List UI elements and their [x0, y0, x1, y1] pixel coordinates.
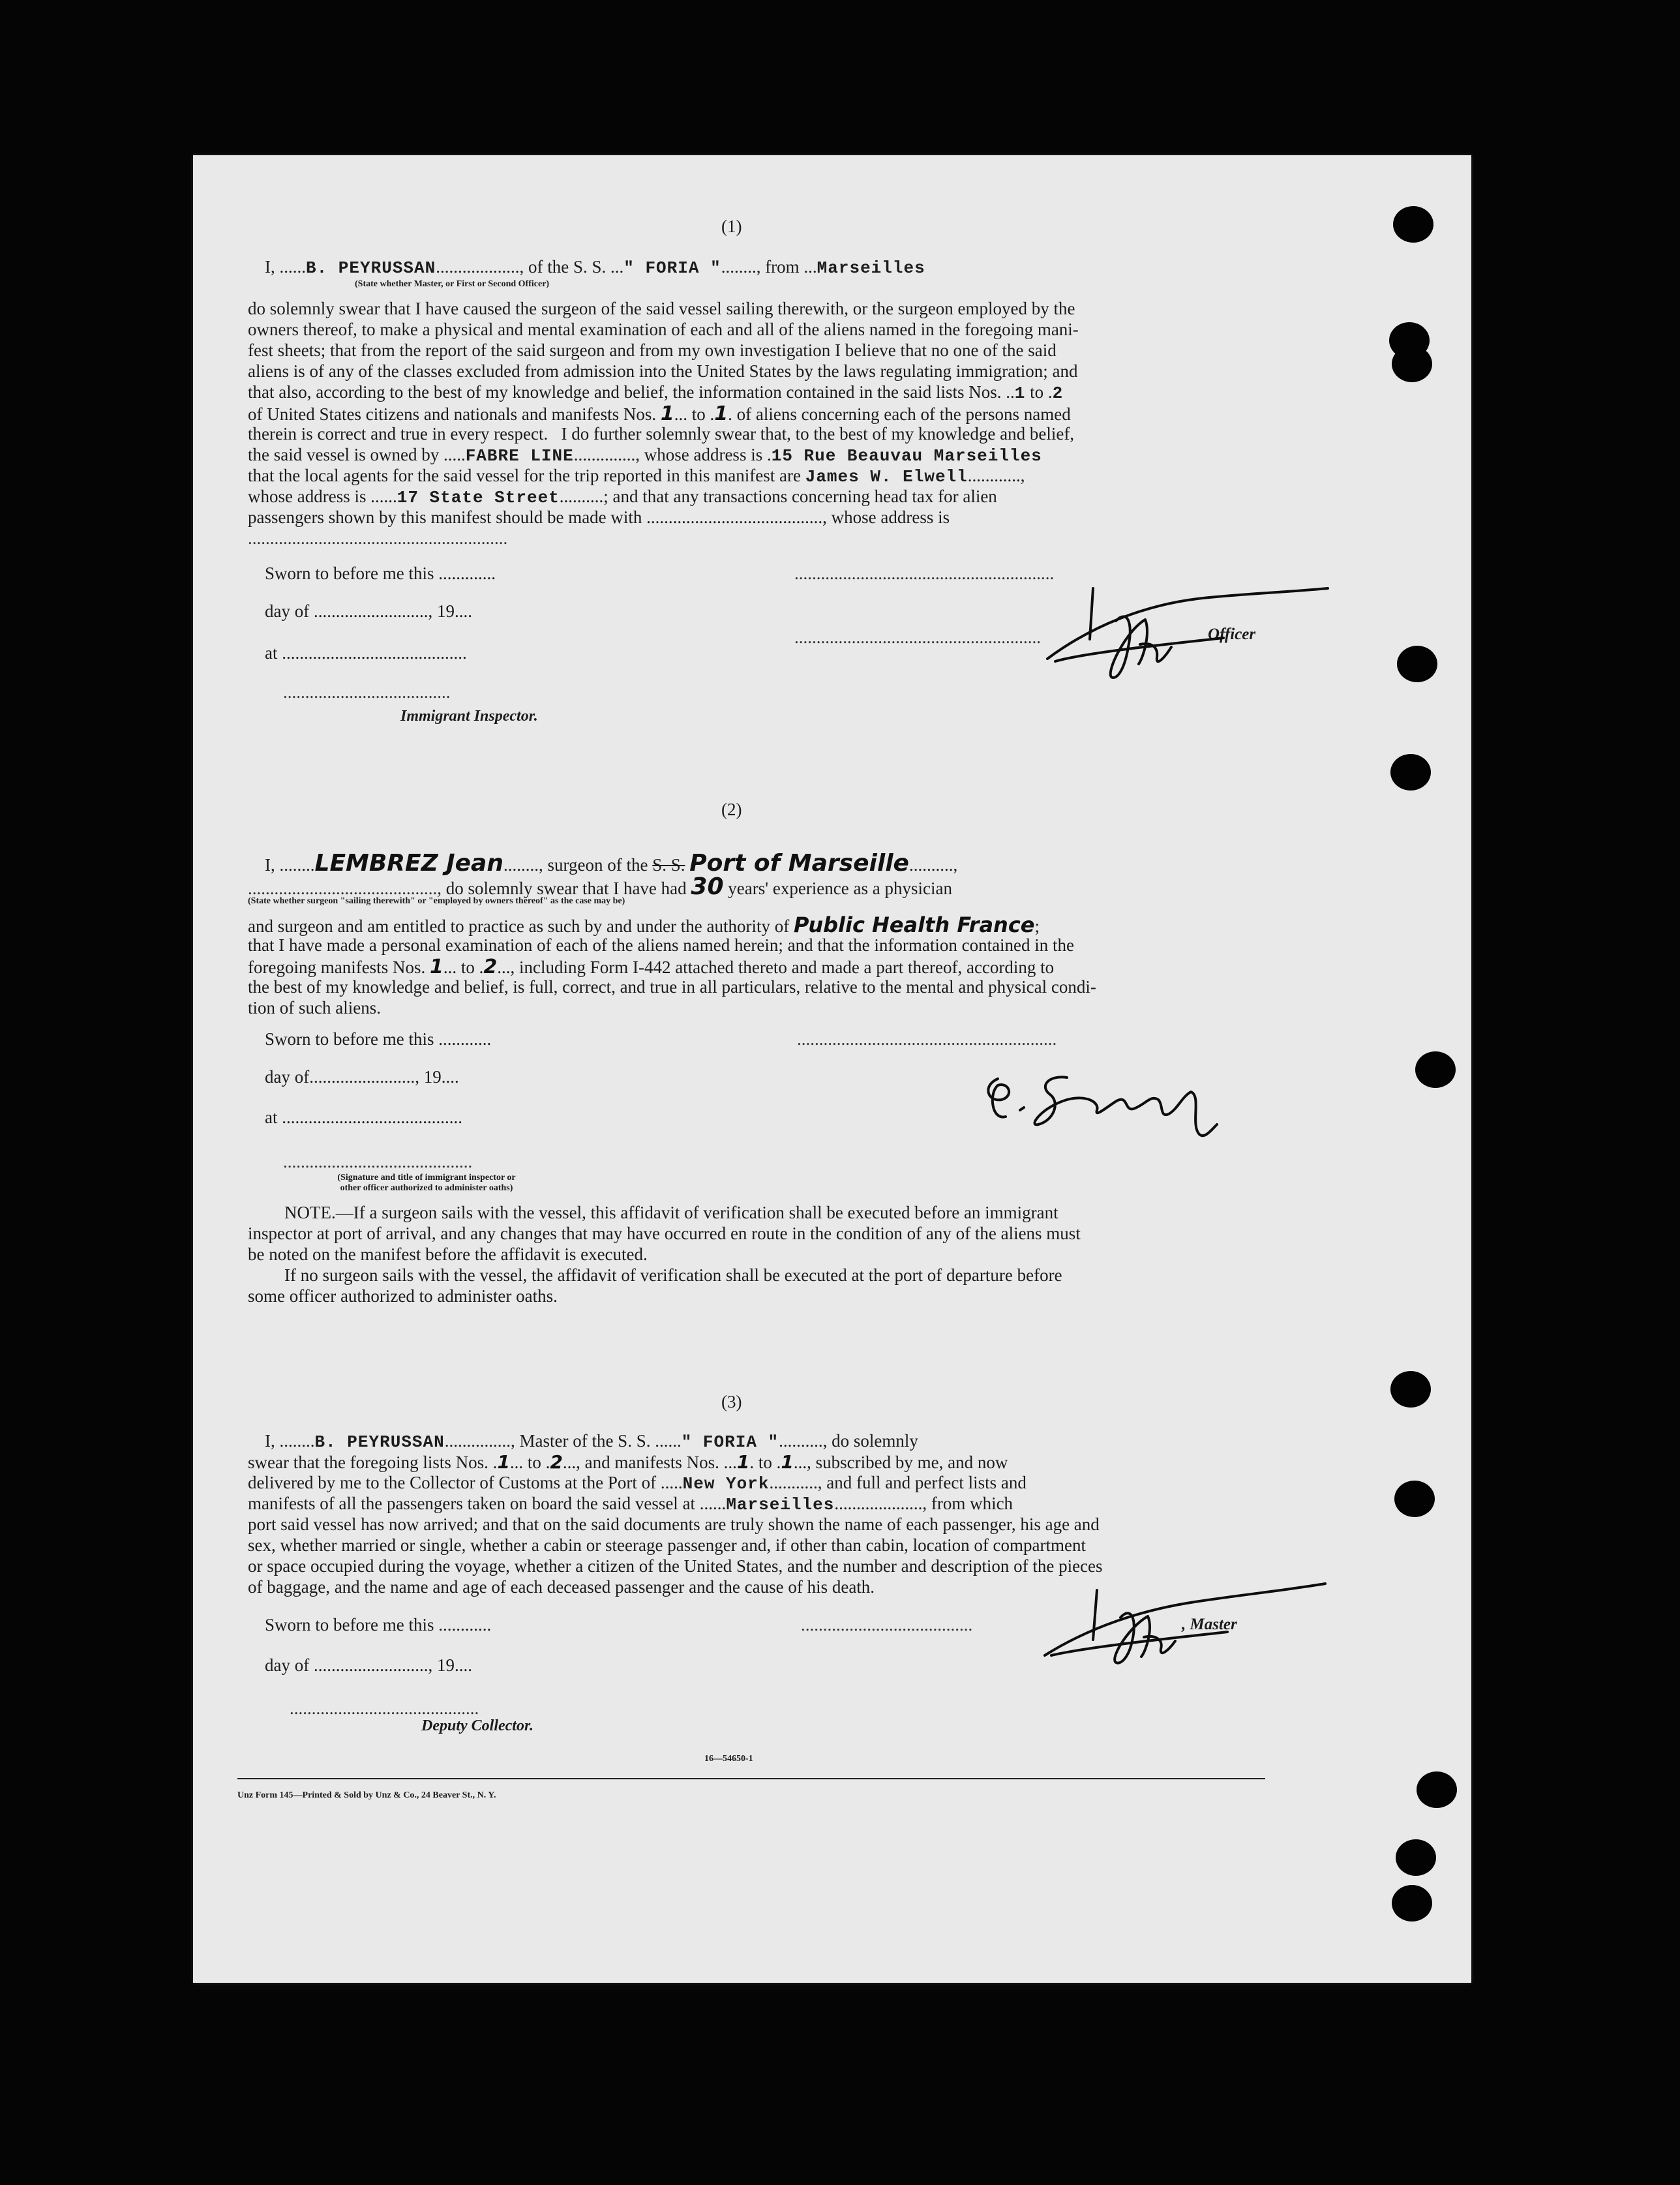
section-3-master-name: B. PEYRUSSAN — [314, 1432, 445, 1452]
section-3-signature-dots: ....................................... — [801, 1615, 973, 1635]
surgeon-signature — [969, 1062, 1256, 1153]
section-3-line-6: sex, whether married or single, whether a cabin or steerage passenger and, if other than cabin, location of compartment — [248, 1535, 1087, 1555]
section-3-line-5: port said vessel has now arrived; and that on the said documents are truly shown the name of each passenger, his age and — [248, 1514, 1100, 1534]
section-3-manifests-from: 1 — [736, 1451, 750, 1473]
section-1-text-5: fest sheets; that from the report of the said surgeon and from my own investigation I believe that no one of the said — [248, 340, 1057, 360]
authority: Public Health France — [794, 912, 1035, 937]
section-2-sign-dots: ........................................... — [283, 1152, 473, 1171]
binder-hole — [1393, 206, 1433, 243]
note-line-3: be noted on the manifest before the affidavit is executed. — [248, 1244, 648, 1264]
section-3-line-2: swear that the foregoing lists Nos. .1... to .2..., and manifests Nos. ...1. to .1..., subscribed by me, and now — [248, 1451, 1008, 1473]
section-3-line-1: I, ........B. PEYRUSSAN..............., Master of the S. S. ......" FORIA ".........., do solemnly — [265, 1431, 918, 1452]
departure-port: Marseilles — [726, 1495, 835, 1514]
section-1-text-11: that the local agents for the said vessel for the trip reported in this manifest are James W. Elwell............, — [248, 466, 1025, 487]
section-2-day: day of........................, 19.... — [265, 1067, 459, 1087]
section-1-heading: (1) — [721, 217, 742, 236]
section-1-text-13: passengers shown by this manifest should be made with ........................................, whose address is — [248, 507, 950, 527]
deputy-collector-label: Deputy Collector. — [421, 1717, 533, 1734]
owner-address: 15 Rue Beauvau Marseilles — [771, 446, 1042, 466]
section-1-text-4: owners thereof, to make a physical and mental examination of each and all of the aliens named in the foregoing mani- — [248, 320, 1079, 339]
binder-hole — [1392, 1885, 1432, 1921]
ship-name: " FORIA " — [623, 258, 721, 278]
section-3-line-8: of baggage, and the name and age of each deceased passenger and the cause of his death. — [248, 1577, 875, 1597]
note-line-2: inspector at port of arrival, and any changes that may have occurred en route in the condition of any of the aliens must — [248, 1224, 1081, 1243]
section-3-heading: (3) — [721, 1392, 742, 1411]
section-3-line-3: delivered by me to the Collector of Customs at the Port of .....New York..........., and full and perfect lists and — [248, 1473, 1027, 1494]
port-of-departure: Marseilles — [817, 258, 925, 278]
years-experience: 30 — [691, 873, 724, 900]
section-1-line-1: I, ......B. PEYRUSSAN..................., of the S. S. ..." FORIA "........, from ...Marseilles — [265, 257, 925, 278]
section-3-day: day of .........................., 19.... — [265, 1655, 472, 1675]
officer-label: Officer — [1208, 625, 1256, 643]
section-1-day: day of .........................., 19.... — [265, 601, 472, 621]
lists-to: 2 — [1052, 384, 1064, 403]
binder-hole — [1396, 1839, 1436, 1876]
note-line-1: NOTE.—If a surgeon sails with the vessel, this affidavit of verification shall be executed before an immigrant — [284, 1203, 1058, 1222]
owner-name: FABRE LINE — [465, 446, 574, 466]
section-3-lists-from: 1 — [497, 1451, 510, 1473]
local-agent: James W. Elwell — [805, 467, 968, 487]
note-line-4: If no surgeon sails with the vessel, the affidavit of verification shall be executed at the port of departure before — [284, 1265, 1062, 1285]
sign-caption-2: other officer authorized to administer oaths) — [340, 1183, 513, 1193]
manifests-to: 1 — [714, 402, 728, 425]
surgeon-name: LEMBREZ Jean — [314, 850, 503, 877]
section-1-text-7: that also, according to the best of my knowledge and belief, the information contained in the said lists Nos. ..1 to .2 — [248, 382, 1064, 403]
section-1-signature-dots-2: ........................................................ — [794, 627, 1041, 647]
arrival-port: New York — [682, 1474, 770, 1494]
section-3-collector-dots: ........................................... — [290, 1698, 479, 1718]
section-3-manifests-to: 1 — [781, 1451, 794, 1473]
section-2-line-6: the best of my knowledge and belief, is full, correct, and true in all particulars, relative to the mental and physical condi- — [248, 977, 1096, 997]
section-2-sworn: Sworn to before me this ............ — [265, 1029, 492, 1049]
manifest-page — [193, 155, 1471, 1983]
section-2-at: at ......................................... — [265, 1108, 462, 1127]
section-1-text-10: the said vessel is owned by .....FABRE LINE.............., whose address is .15 Rue Beauvau Marseilles — [248, 445, 1042, 466]
section-1-text-3: do solemnly swear that I have caused the surgeon of the said vessel sailing therewith, or the surgeon employed by the — [248, 299, 1075, 318]
binder-hole — [1415, 1051, 1456, 1088]
manifests-from: 1 — [660, 402, 674, 425]
section-1-text-12: whose address is ......17 State Street..........; and that any transactions concerning head tax for alien — [248, 487, 997, 507]
struck-ship-text: S. S. — [652, 855, 685, 875]
section-2-line-3: and surgeon and am entitled to practice as such by and under the authority of Public Health France; — [248, 912, 1040, 937]
section-1-inspector-dots: ...................................... — [283, 682, 451, 702]
note-line-5: some officer authorized to administer oaths. — [248, 1286, 558, 1306]
section-2-line-1: I, ........LEMBREZ Jean........, surgeon of the S. S. Port of Marseille.........., — [265, 850, 958, 877]
section-2-line-5: foregoing manifests Nos. 1... to .2..., including Form I-442 attached thereto and made a part thereof, according to — [248, 956, 1055, 978]
surgeon-caption: (State whether surgeon "sailing therewith" or "employed by owners thereof" as the case may be) — [248, 896, 625, 906]
binder-hole — [1390, 754, 1431, 791]
section-2-manifests-to: 2 — [483, 956, 498, 978]
section-2-manifests-from: 1 — [429, 956, 443, 978]
section-3-ship-name: " FORIA " — [681, 1432, 779, 1452]
binder-hole — [1394, 1481, 1435, 1517]
binder-hole — [1397, 646, 1437, 682]
section-3-lists-to: 2 — [550, 1451, 563, 1473]
agent-address: 17 State Street — [397, 488, 560, 507]
surgeon-of: Port of Marseille — [689, 850, 909, 877]
section-2-heading: (2) — [721, 800, 742, 819]
section-3-line-7: or space occupied during the voyage, whether a citizen of the United States, and the number and description of the pieces — [248, 1556, 1103, 1576]
footer-rule — [237, 1778, 1265, 1779]
printer-footer: Unz Form 145—Printed & Sold by Unz & Co., 24 Beaver St., N. Y. — [237, 1790, 496, 1800]
section-2-line-2: ..........................................., do solemnly swear that I have had 30 years' experience as a physician — [248, 873, 952, 900]
section-3-sworn: Sworn to before me this ............ — [265, 1615, 492, 1635]
lists-from: 1 — [1014, 384, 1026, 403]
master-signature — [973, 1564, 1338, 1668]
section-2-line-7: tion of such aliens. — [248, 998, 381, 1017]
master-name: B. PEYRUSSAN — [306, 258, 436, 278]
section-2-line-4: that I have made a personal examination of each of the aliens named herein; and that the information contained in the — [248, 935, 1075, 955]
section-1-at: at .......................................... — [265, 643, 467, 663]
rank-caption: (State whether Master, or First or Second Officer) — [355, 279, 550, 289]
binder-hole — [1417, 1771, 1457, 1808]
section-1-signature-dots-1: ........................................................... — [794, 564, 1055, 583]
section-2-signature-dots: ........................................................... — [797, 1029, 1057, 1049]
section-3-line-4: manifests of all the passengers taken on board the said vessel at ......Marseilles...................., from which — [248, 1494, 1013, 1514]
section-1-text-9: therein is correct and true in every respect. I do further solemnly swear that, to the best of my knowledge and belief, — [248, 424, 1075, 444]
section-1-text-14: ........................................................... — [248, 528, 508, 548]
section-1-sworn: Sworn to before me this ............. — [265, 564, 496, 583]
binder-hole — [1392, 346, 1432, 382]
section-1-text-6: aliens is of any of the classes excluded from admission into the United States by the laws regulating immigration; and — [248, 361, 1078, 381]
officer-signature — [982, 579, 1347, 690]
immigrant-inspector-label: Immigrant Inspector. — [400, 708, 538, 725]
binder-hole — [1390, 1371, 1431, 1408]
section-1-text-8: of United States citizens and nationals and manifests Nos. 1... to .1. of aliens concerning each of the persons named — [248, 402, 1071, 425]
sign-caption-1: (Signature and title of immigrant inspector or — [337, 1173, 516, 1183]
form-number: 16—54650-1 — [704, 1754, 753, 1764]
master-label: , Master — [1182, 1616, 1237, 1633]
